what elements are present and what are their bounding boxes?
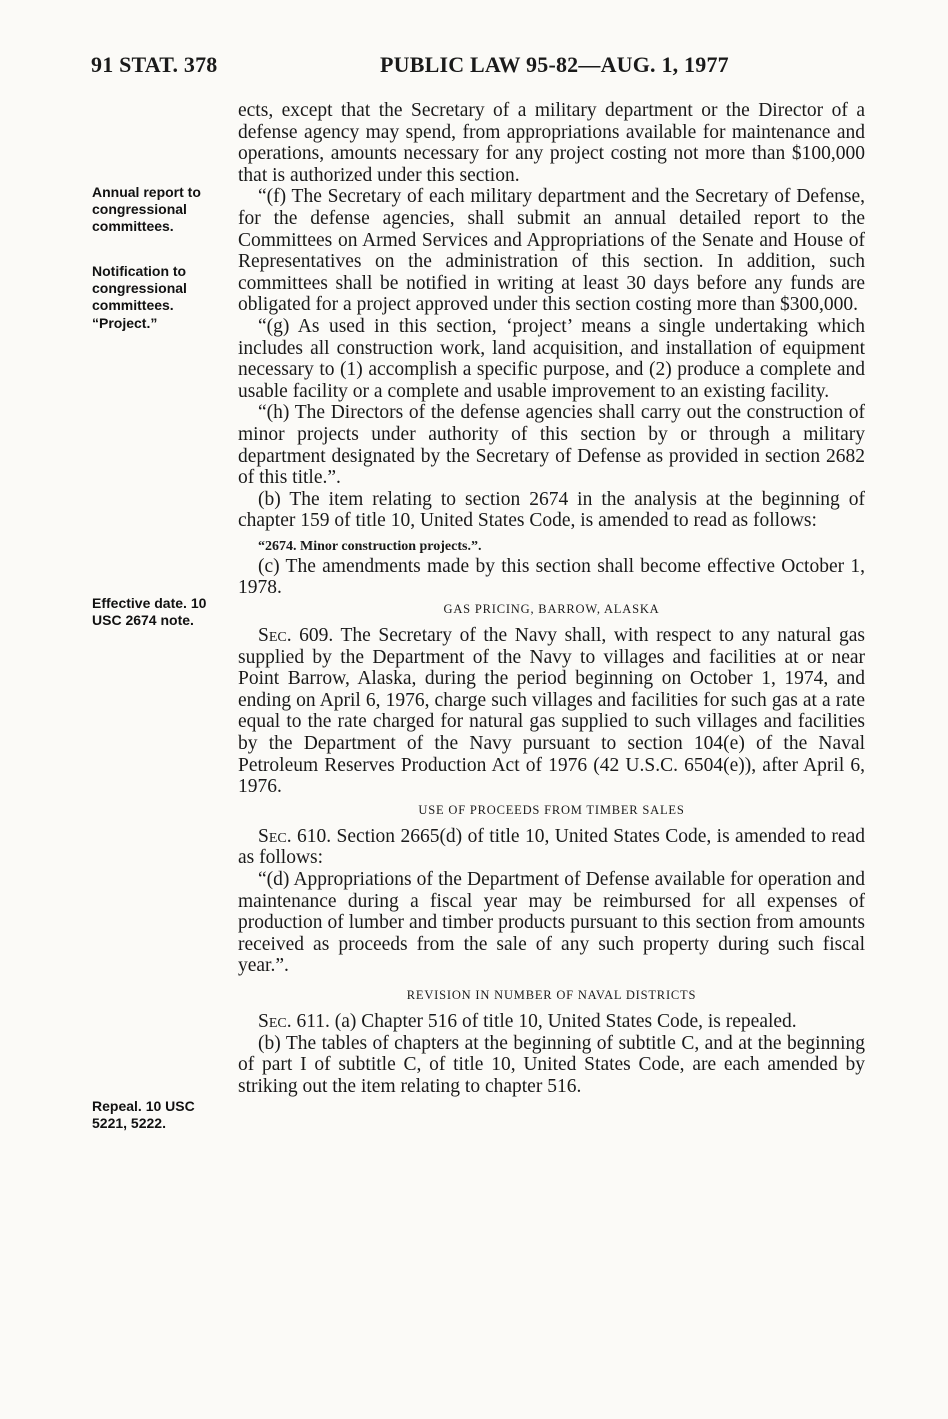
paragraph-continuation: ects, except that the Secretary of a military department or the Director of a defense agency may spend, from appropriations available for maintenance and operations, amounts necessary for any project costing not more than $100,000 that is authorized under this section.: [238, 100, 865, 186]
paragraph-c: (c) The amendments made by this section shall become effective October 1, 1978.: [238, 555, 865, 599]
section-610-text: Section 2665(d) of title 10, United States Code, is amended to read as follows:: [238, 825, 865, 869]
section-611: [238, 1011, 865, 1033]
body-text: [238, 100, 865, 1097]
section-609: [238, 625, 865, 798]
paragraph-611b: (b) The tables of chapters at the beginning of subtitle C, and at the beginning of part I of subtitle C, of title 10, United States Code, are each amended by striking out the item relating to chapter 516.: [238, 1032, 865, 1097]
section-611-text: (a) Chapter 516 of title 10, United States Code, is repealed.: [329, 1010, 797, 1032]
margin-note-project: “Project.”: [92, 315, 158, 331]
margin-note-annual-report: Annual report to congressional committees.: [92, 184, 201, 234]
margin-note-notification: Notification to congressional committees.: [92, 263, 187, 313]
page-stat-reference: 91 STAT. 378: [91, 52, 218, 77]
amendment-item-2674: “2674. Minor construction projects.”.: [258, 538, 482, 554]
section-heading-gas-pricing: GAS PRICING, BARROW, ALASKA: [443, 602, 660, 617]
section-heading-naval-districts: REVISION IN NUMBER OF NAVAL DISTRICTS: [406, 987, 697, 1002]
paragraph-h: “(h) The Directors of the defense agencies shall carry out the construction of minor projects under authority of this section by or through a military department designated by the Secretary of Defense as provided in section 2682 of this title.”.: [238, 402, 865, 489]
section-609-label: Sec. 609.: [258, 625, 334, 647]
section-heading-timber-sales: USE OF PROCEEDS FROM TIMBER SALES: [418, 802, 685, 817]
paragraph-g: “(g) As used in this section, ‘project’ means a single undertaking which includes all construction work, land acquisition, and installation of equipment necessary to (1) accomplish a specific purpose, and (2) produce a complete and usable facility or a complete and usable improvement to an existing facility.: [238, 315, 865, 402]
section-609-text: The Secretary of the Navy shall, with respect to any natural gas supplied by the Department of the Navy to villages and facilities at or near Point Barrow, Alaska, during the period beginning on October 1, 1974, and ending on April 6, 1976, charge such villages and facilities for such gas at a rate equal to the rate charged for natural gas supplied to such villages and facilities by the Department of the Navy pursuant to section 104(e) of the Naval Petroleum Reserves Production Act of 1976 (42 U.S.C. 6504(e)), after April 6, 1976.: [238, 625, 865, 798]
paragraph-d: “(d) Appropriations of the Department of Defense available for operation and maintenance during a fiscal year may be reimbursed for all expenses of production of lumber and timber products pursuant to this section from amounts received as proceeds from the sale of any such property during such fiscal year.”.: [238, 869, 865, 977]
section-610-label: Sec. 610.: [258, 825, 332, 847]
paragraph-f: “(f) The Secretary of each military department and the Secretary of Defense, for the defense agencies, shall submit an annual detailed report to the Committees on Armed Services and Appropriations of the Senate and House of Representatives on the administration of this section. In addition, such committees shall be notified in writing at least 30 days before any funds are obligated for a project approved under this section costing more than $300,000.: [238, 186, 865, 316]
section-610: [238, 826, 865, 869]
section-611-label: Sec. 611.: [258, 1010, 330, 1032]
margin-note-repeal: Repeal. 10 USC 5221, 5222.: [92, 1098, 195, 1131]
running-head: PUBLIC LAW 95-82—AUG. 1, 1977: [380, 52, 729, 77]
margin-note-effective-date: Effective date. 10 USC 2674 note.: [92, 595, 207, 628]
paragraph-b: (b) The item relating to section 2674 in the analysis at the beginning of chapter 159 of title 10, United States Code, is amended to read as follows:: [238, 488, 865, 532]
